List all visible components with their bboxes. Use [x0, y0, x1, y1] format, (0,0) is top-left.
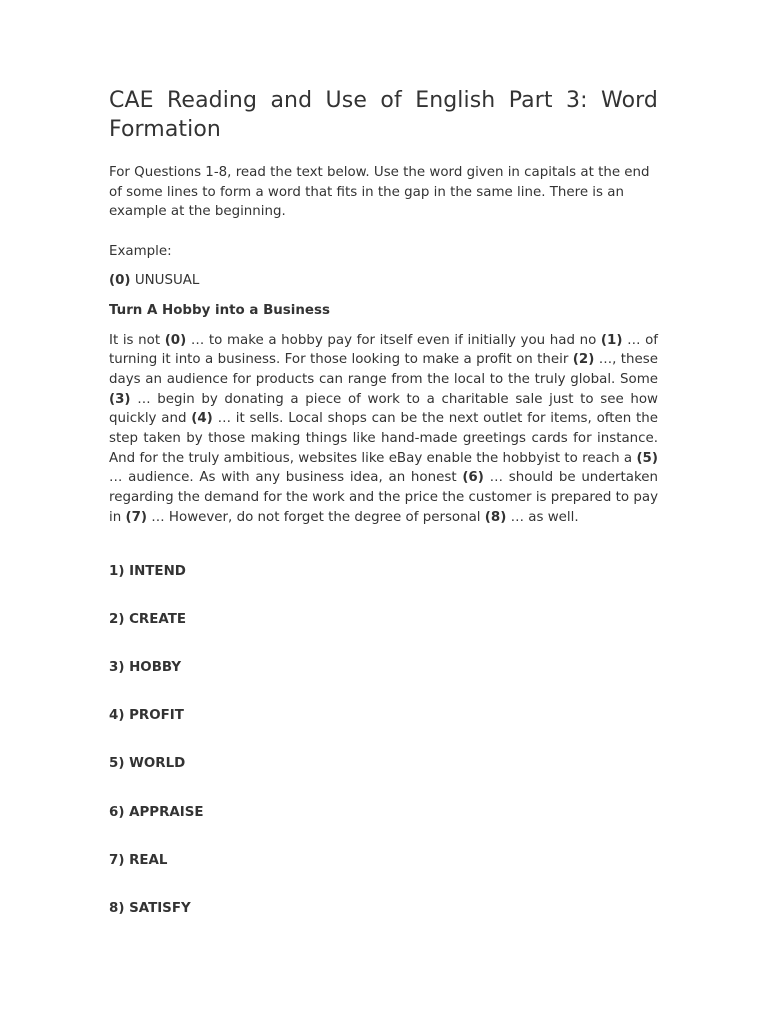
page-title: CAE Reading and Use of English Part 3: Word Formation [109, 88, 658, 142]
example-number: (0) [109, 273, 131, 289]
gap-number-8: (8) [484, 509, 507, 525]
gap-number-3: (3) [109, 391, 131, 407]
gap-number-7: (7) [125, 509, 148, 525]
keyword-item-8: 8) SATISFY [109, 900, 191, 916]
passage-segment: … to make a hobby pay for itself even if initially you had no [186, 332, 601, 348]
passage-segment: … should be undertaken regarding the demand for the work and the price the customer is prepared to pay in [109, 470, 658, 525]
gap-number-2: (2) [572, 352, 595, 368]
keyword-list [109, 562, 658, 919]
instructions-text: For Questions 1-8, read the text below. Use the word given in capitals at the end of some lines to form a word that fits in the gap in the same line. There is an example at the beginning. [109, 165, 650, 220]
passage-title: Turn A Hobby into a Business [109, 302, 330, 318]
keyword-item-3: 3) HOBBY [109, 659, 182, 675]
keyword-item-5: 5) WORLD [109, 756, 186, 772]
passage-segment: It is not [109, 332, 165, 348]
keyword-item-7: 7) REAL [109, 852, 168, 868]
gap-number-0: (0) [164, 332, 187, 348]
keyword-item-6: 6) APPRAISE [109, 804, 204, 820]
passage-segment: … begin by donating a piece of work to a charitable sale just to see how quickly and [109, 391, 658, 427]
passage-segment: … However, do not forget the degree of personal [147, 509, 485, 525]
document-content [109, 86, 658, 947]
example-answer [109, 271, 658, 291]
passage-segment: …, these days an audience for products can range from the local to the truly global. Some [109, 352, 658, 387]
passage-segment: … as well. [506, 509, 579, 525]
gap-number-1: (1) [600, 332, 623, 348]
example-label: Example: [109, 243, 172, 259]
passage-text [109, 331, 658, 528]
passage-segment: … of turning it into a business. For those looking to make a profit on their [109, 332, 658, 368]
gap-number-6: (6) [462, 470, 484, 486]
keyword-item-2: 2) CREATE [109, 611, 186, 627]
gap-number-5: (5) [636, 450, 658, 466]
gap-number-4: (4) [191, 411, 213, 427]
keyword-item-1: 1) INTEND [109, 563, 186, 579]
passage-segment: … audience. As with any business idea, an honest [109, 470, 463, 486]
passage-segment: … it sells. Local shops can be the next outlet for items, often the step taken by those making things like hand-made greetings cards for instance. And for the truly ambitious, websites like eBay enable the hobbyist to reach a [109, 411, 658, 466]
example-word: UNUSUAL [134, 273, 200, 289]
keyword-item-4: 4) PROFIT [109, 708, 184, 724]
